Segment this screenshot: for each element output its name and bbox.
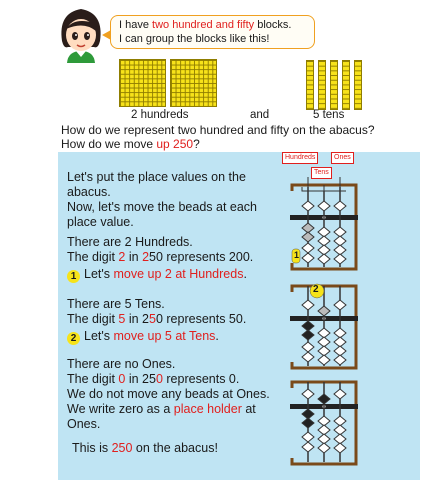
- hundreds-label: 2 hundreds: [131, 109, 189, 121]
- ten-rod-5: [354, 60, 362, 110]
- bubble-text-2: blocks.: [254, 19, 292, 31]
- final-statement: This is 250 on the abacus!: [72, 441, 218, 455]
- and-label: and: [250, 109, 270, 121]
- abacus-1: [284, 177, 364, 273]
- ten-rod-2: [318, 60, 326, 110]
- step-3-text: There are no Ones. The digit 0 in 250 represents 0. We do not move any beads at Ones. We write zero as a place holder at Ones.: [67, 357, 270, 431]
- bubble-text-1: I have: [119, 19, 153, 31]
- tens-label: 5 tens: [313, 109, 345, 121]
- tag-hundreds: Hundreds: [282, 152, 318, 164]
- hundred-flat-2: [170, 59, 217, 107]
- tag-tens: Tens: [311, 167, 332, 179]
- intro-text: Let's put the place values on the abacus. Now, let's move the beads at each place value.: [67, 170, 257, 229]
- ten-rod-1: [306, 60, 314, 110]
- step-1-text: There are 2 Hundreds. The digit 2 in 250 represents 200. 1 Let's move up 2 at Hundreds.: [67, 235, 254, 282]
- step-2-text: There are 5 Tens. The digit 5 in 250 represents 50. 2 Let's move up 5 at Tens.: [67, 297, 247, 344]
- bubble-line-2: I can group the blocks like this!: [119, 33, 270, 45]
- abacus-3: [284, 376, 364, 468]
- ten-rod-3: [330, 60, 338, 110]
- abacus-badge-2: 2: [313, 284, 319, 295]
- hundred-flat-1: [119, 59, 166, 107]
- abacus-2: [284, 280, 364, 372]
- question-1: How do we represent two hundred and fifty on the abacus?: [61, 123, 375, 137]
- bubble-number-words: two hundred and fifty: [152, 19, 255, 31]
- ten-rod-4: [342, 60, 350, 110]
- question-2: How do we move up 250?: [61, 137, 200, 151]
- step-badge-2: 2: [67, 332, 80, 345]
- step-badge-1: 1: [67, 270, 80, 283]
- speech-bubble: [110, 15, 315, 49]
- tag-ones: Ones: [331, 152, 354, 164]
- girl-illustration: [54, 3, 109, 63]
- abacus-badge-1: 1: [294, 250, 300, 260]
